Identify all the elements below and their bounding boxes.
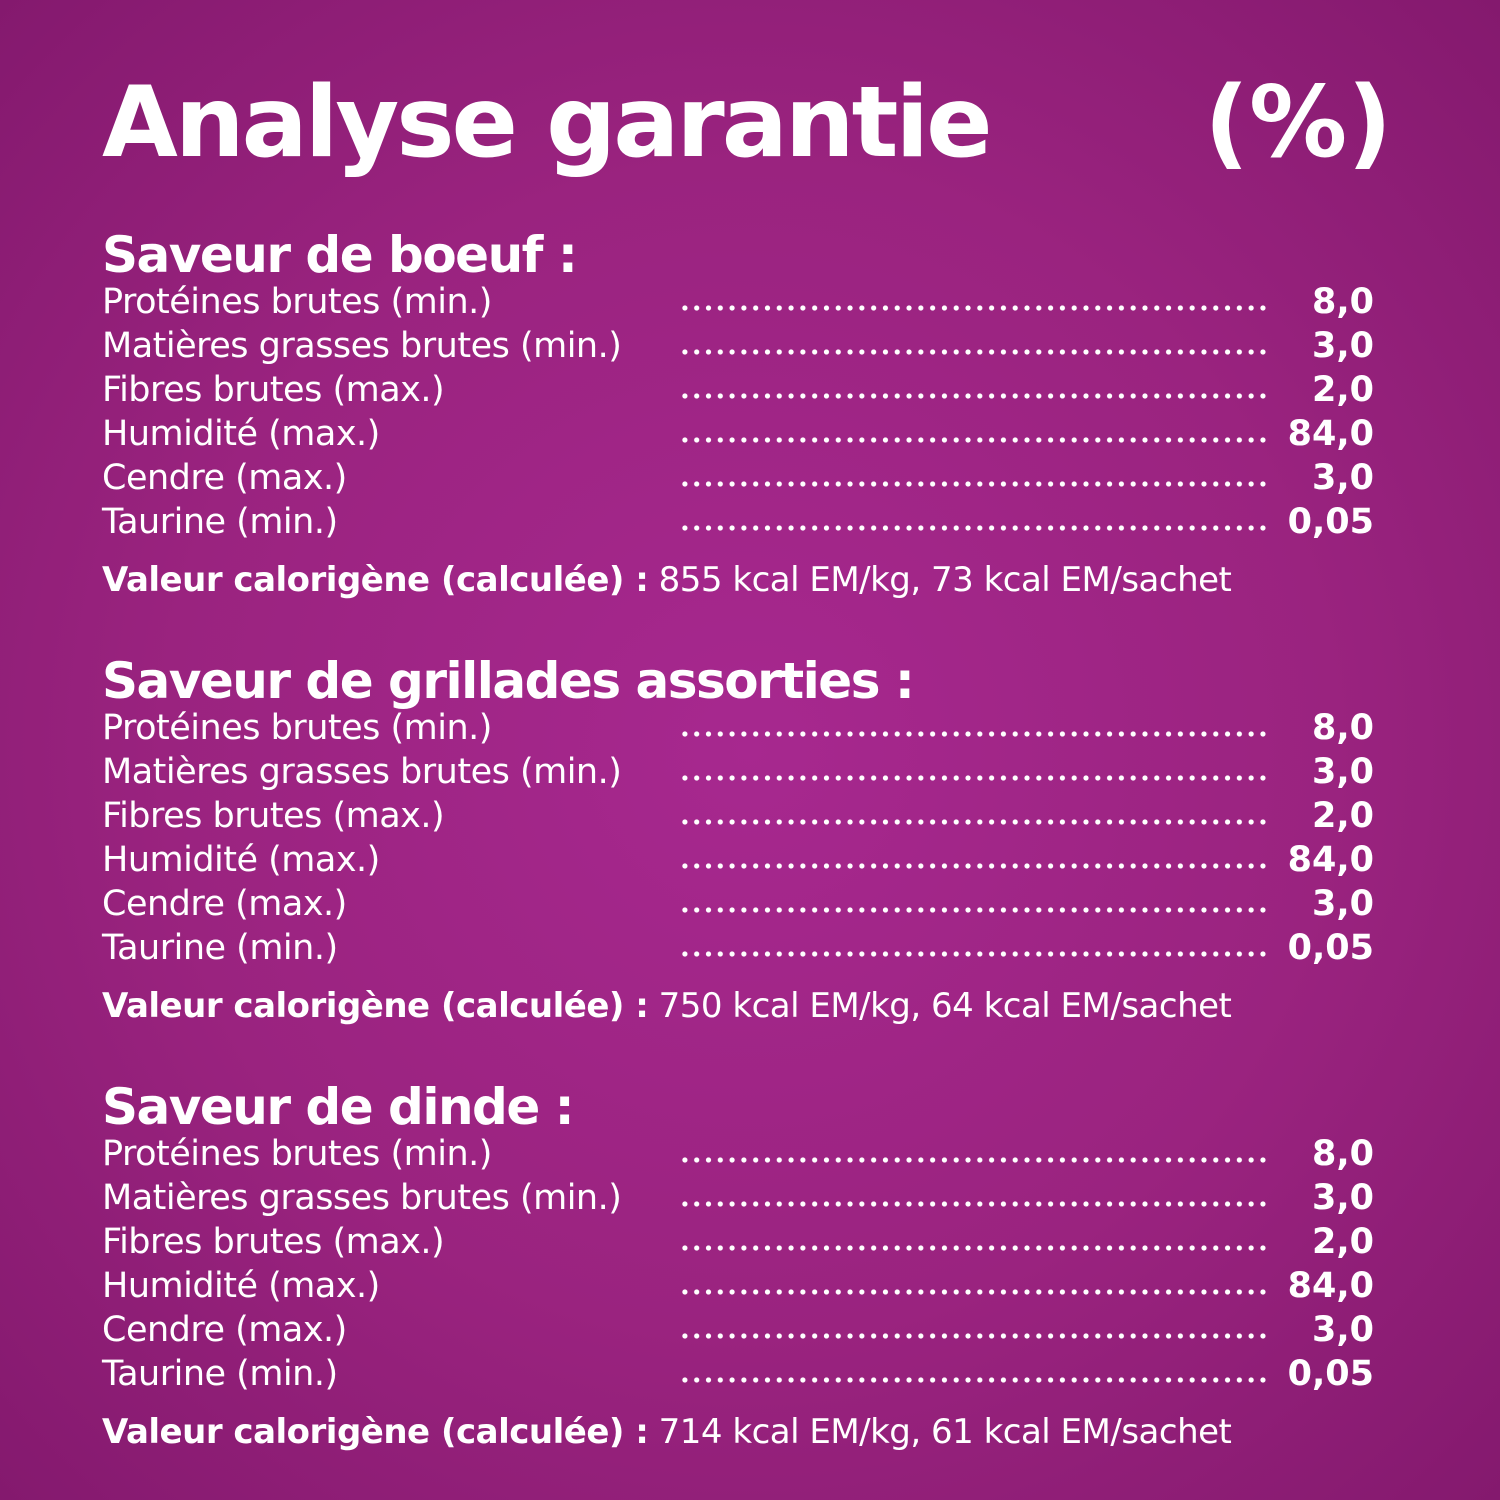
- nutrient-label: Cendre (max.): [102, 458, 347, 498]
- nutrient-row: [102, 794, 1374, 838]
- section-beef: [102, 224, 1374, 602]
- nutrient-value: 8,0: [1311, 282, 1374, 322]
- nutrient-label: Protéines brutes (min.): [102, 708, 492, 748]
- nutrient-row: [102, 1176, 1374, 1220]
- section-mixed-grill: [102, 650, 1374, 1028]
- nutrient-value: 0,05: [1287, 928, 1374, 968]
- dot-leader: [677, 524, 1267, 532]
- nutrient-value: 2,0: [1311, 1222, 1374, 1262]
- dot-leader: [677, 950, 1267, 958]
- nutrient-row: [102, 456, 1374, 500]
- calorie-value: 855 kcal EM/kg, 73 kcal EM/sachet: [658, 560, 1232, 600]
- nutrient-value: 8,0: [1311, 1134, 1374, 1174]
- nutrient-value: 84,0: [1287, 840, 1374, 880]
- nutrient-label: Protéines brutes (min.): [102, 1134, 492, 1174]
- nutrient-row: [102, 1132, 1374, 1176]
- section-heading: Saveur de grillades assorties :: [102, 652, 914, 710]
- nutrient-label: Humidité (max.): [102, 414, 380, 454]
- dot-leader: [677, 1200, 1267, 1208]
- nutrient-row: [102, 1352, 1374, 1396]
- section-heading: Saveur de dinde :: [102, 1078, 574, 1136]
- page-title: Analyse garantie: [102, 66, 990, 180]
- calorie-line: [102, 1410, 1374, 1454]
- dot-leader: [677, 1376, 1267, 1384]
- dot-leader: [677, 774, 1267, 782]
- calorie-value: 714 kcal EM/kg, 61 kcal EM/sachet: [658, 1412, 1232, 1452]
- nutrient-label: Cendre (max.): [102, 1310, 347, 1350]
- nutrient-row: [102, 1308, 1374, 1352]
- nutrient-row: [102, 412, 1374, 456]
- nutrient-label: Protéines brutes (min.): [102, 282, 492, 322]
- nutrient-value: 2,0: [1311, 796, 1374, 836]
- calorie-label: Valeur calorigène (calculée) :: [102, 560, 649, 600]
- nutrient-row: [102, 750, 1374, 794]
- nutrient-row: [102, 500, 1374, 544]
- nutrient-row: [102, 838, 1374, 882]
- dot-leader: [677, 730, 1267, 738]
- calorie-label: Valeur calorigène (calculée) :: [102, 1412, 649, 1452]
- calorie-label: Valeur calorigène (calculée) :: [102, 986, 649, 1026]
- dot-leader: [677, 1244, 1267, 1252]
- nutrient-row: [102, 368, 1374, 412]
- analysis-panel: [102, 0, 1392, 1500]
- nutrient-value: 3,0: [1311, 752, 1374, 792]
- nutrient-label: Humidité (max.): [102, 840, 380, 880]
- nutrient-row: [102, 882, 1374, 926]
- calorie-line: [102, 984, 1374, 1028]
- nutrient-value: 3,0: [1311, 884, 1374, 924]
- dot-leader: [677, 436, 1267, 444]
- nutrient-value: 3,0: [1311, 326, 1374, 366]
- nutrient-row: [102, 280, 1374, 324]
- dot-leader: [677, 1332, 1267, 1340]
- nutrient-label: Matières grasses brutes (min.): [102, 752, 622, 792]
- nutrient-value: 3,0: [1311, 458, 1374, 498]
- nutrient-label: Fibres brutes (max.): [102, 370, 445, 410]
- nutrient-value: 0,05: [1287, 502, 1374, 542]
- nutrient-row: [102, 706, 1374, 750]
- nutrient-label: Matières grasses brutes (min.): [102, 326, 622, 366]
- nutrient-value: 84,0: [1287, 414, 1374, 454]
- calorie-value: 750 kcal EM/kg, 64 kcal EM/sachet: [658, 986, 1232, 1026]
- calorie-line: [102, 558, 1374, 602]
- dot-leader: [677, 1156, 1267, 1164]
- nutrient-label: Cendre (max.): [102, 884, 347, 924]
- nutrient-label: Fibres brutes (max.): [102, 796, 445, 836]
- nutrient-label: Taurine (min.): [102, 1354, 338, 1394]
- nutrient-value: 8,0: [1311, 708, 1374, 748]
- dot-leader: [677, 348, 1267, 356]
- dot-leader: [677, 906, 1267, 914]
- dot-leader: [677, 862, 1267, 870]
- nutrient-label: Matières grasses brutes (min.): [102, 1178, 622, 1218]
- nutrient-row: [102, 1264, 1374, 1308]
- nutrient-value: 3,0: [1311, 1178, 1374, 1218]
- nutrient-row: [102, 1220, 1374, 1264]
- section-turkey: [102, 1076, 1374, 1454]
- nutrient-value: 84,0: [1287, 1266, 1374, 1306]
- nutrient-label: Fibres brutes (max.): [102, 1222, 445, 1262]
- dot-leader: [677, 392, 1267, 400]
- nutrient-value: 0,05: [1287, 1354, 1374, 1394]
- nutrient-label: Taurine (min.): [102, 928, 338, 968]
- percent-unit: (%): [1204, 66, 1392, 180]
- nutrient-label: Taurine (min.): [102, 502, 338, 542]
- dot-leader: [677, 1288, 1267, 1296]
- nutrient-value: 2,0: [1311, 370, 1374, 410]
- dot-leader: [677, 480, 1267, 488]
- dot-leader: [677, 818, 1267, 826]
- nutrient-row: [102, 324, 1374, 368]
- nutrient-label: Humidité (max.): [102, 1266, 380, 1306]
- dot-leader: [677, 304, 1267, 312]
- nutrient-value: 3,0: [1311, 1310, 1374, 1350]
- section-heading: Saveur de boeuf :: [102, 226, 577, 284]
- nutrient-row: [102, 926, 1374, 970]
